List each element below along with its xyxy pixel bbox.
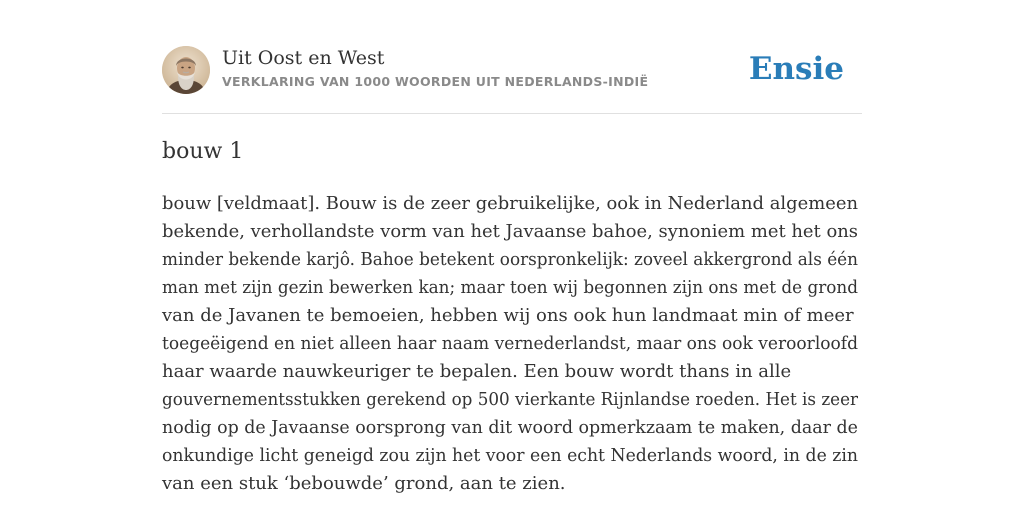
book-subtitle: VERKLARING VAN 1000 WOORDEN UIT NEDERLANDS-INDIË <box>222 74 649 89</box>
entry-text-line: haar waarde nauwkeuriger te bepalen. Een bouw wordt thans in alle <box>162 361 792 382</box>
book-header <box>162 0 862 114</box>
author-avatar[interactable] <box>162 46 210 94</box>
entry-text-line: onkundige licht geneigd zou zijn het voor een echt Nederlands woord, in de zin <box>162 445 858 466</box>
author-portrait-icon <box>162 46 210 94</box>
entry-text-line: toegeëigend en niet alleen haar naam vernederlandst, maar ons ook veroorloofd <box>162 333 858 354</box>
ensie-logo-link[interactable]: Ensie <box>748 51 844 87</box>
entry-text-line: van een stuk ‘bebouwde’ grond, aan te zien. <box>162 473 566 494</box>
entry-text-line: nodig op de Javaanse oorsprong van dit woord opmerkzaam te maken, daar de <box>162 417 858 438</box>
entry-body <box>162 190 862 498</box>
entry-text-line: gouvernementsstukken gerekend op 500 vierkante Rijnlandse roeden. Het is zeer <box>162 389 858 410</box>
entry-text-line: van de Javanen te bemoeien, hebben wij ons ook hun landmaat min of meer <box>162 305 854 326</box>
entry-text-line: minder bekende karjô. Bahoe betekent oorspronkelijk: zoveel akkergrond als één <box>162 249 858 270</box>
page <box>162 0 862 512</box>
entry-text-line: bouw [veldmaat]. Bouw is de zeer gebruikelijke, ook in Nederland algemeen <box>162 193 858 214</box>
book-title[interactable]: Uit Oost en West <box>222 47 385 69</box>
entry-text-line: man met zijn gezin bewerken kan; maar toen wij begonnen zijn ons met de grond <box>162 277 858 298</box>
entry-title: bouw 1 <box>162 139 244 164</box>
entry-text-line: bekende, verhollandste vorm van het Javaanse bahoe, synoniem met het ons <box>162 221 858 242</box>
